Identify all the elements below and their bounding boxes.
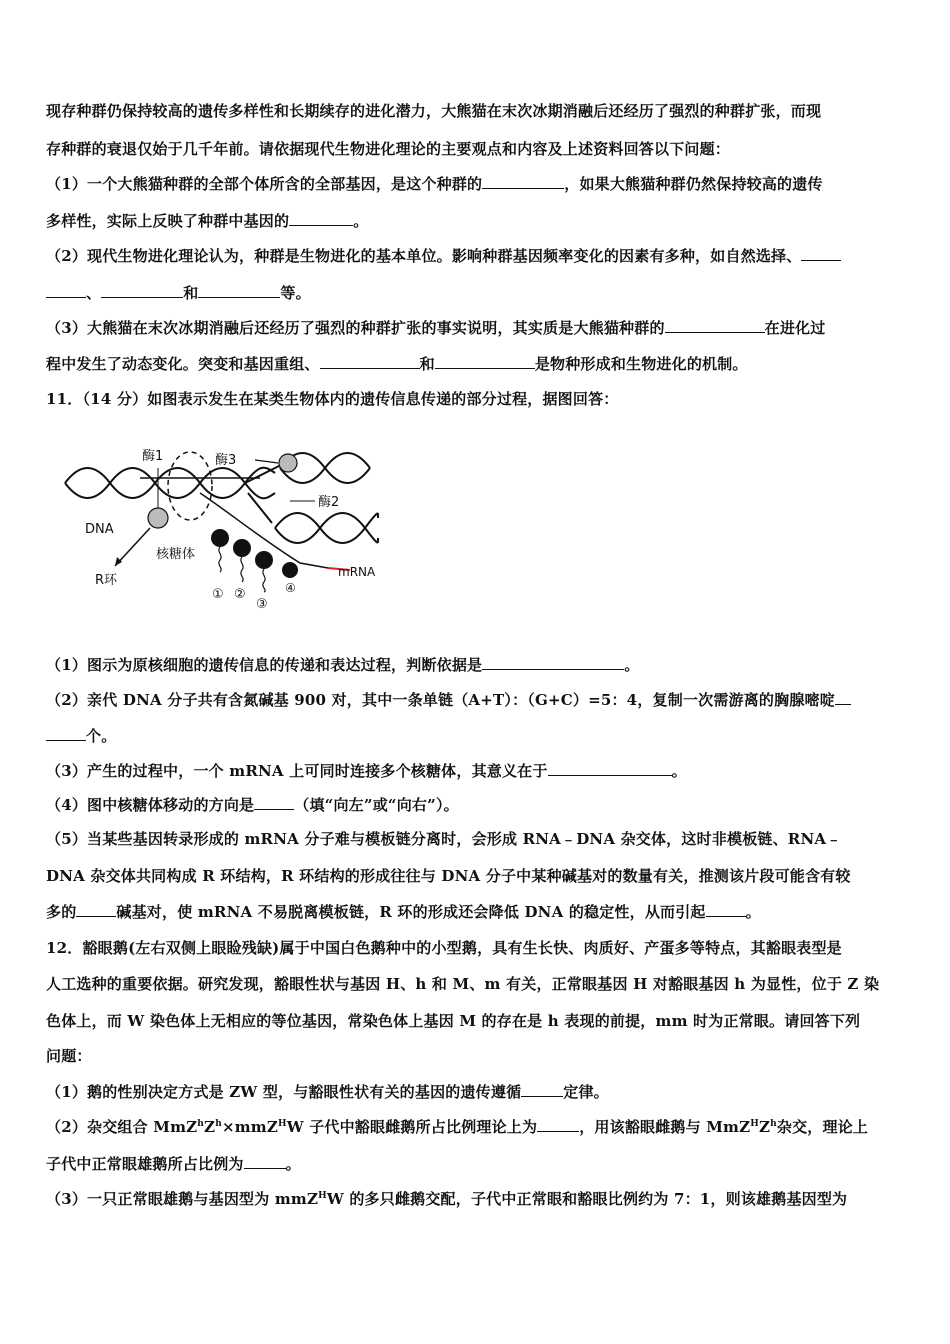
gene-expression-diagram [60,438,390,628]
enzyme-1-label: 酶1 [142,449,164,464]
text-line: DNA 杂交体共同构成 R 环结构，R 环结构的形成往往与 DNA 分子中某种碱基对的数量有关，推测该片段可能含有较 [46,867,851,885]
text-line: 人工选种的重要依据。研究发现，豁眼性状与基因 H、h 和 M、m 有关，正常眼基因 H 对豁眼基因 h 为显性，位于 Z 染 [46,975,880,993]
text-line: 子代中正常眼雄鹅所占比例为 。 [46,1155,301,1173]
question-11-2: （2）亲代 DNA 分子共有含氮碱基 900 对，其中一条单链（A+T）：（G+C）=5：4，复制一次需游离的胸腺嘧啶 [46,690,904,710]
ribosome-label: 核糖体 [156,547,196,562]
answer-blank[interactable] [101,283,183,298]
question-12-stem: 12．豁眼鹅(左右双侧上眼睑残缺)属于中国白色鹅种中的小型鹅，具有生长快、肉质好、产蛋多等特点，其豁眼表型是 [46,939,842,957]
question-12-3: （3）一只正常眼雄鹅与基因型为 mmZ$^H$W 的多只雌鹅交配，子代中正常眼和豁眼比例约为 7：1，则该雄鹅基因型为 [46,1190,848,1208]
chain-4-label: ④ [285,581,296,595]
text-line: 个。 [46,726,904,746]
mrna-label: mRNA [338,565,376,579]
text-line: 多的 碱基对，使 mRNA 不易脱离模板链，R 环的形成还会降低 DNA 的稳定性，从而引起 。 [46,903,761,921]
text-line: （1）一个大熊猫种群的全部个体所含的全部基因，是这个种群的 ，如果大熊猫种群仍然保持较高的遗传 [46,175,823,193]
answer-blank[interactable] [548,761,672,776]
answer-blank[interactable] [482,655,624,670]
question-11-1: （1）图示为原核细胞的遗传信息的传递和表达过程，判断依据是 。 [46,656,640,674]
enzyme-3-label: 酶3 [215,453,237,468]
dna-label: DNA [85,522,114,537]
text-line: 程中发生了动态变化。突变和基因重组、 和 是物种形成和生物进化的机制。 [46,355,748,373]
text-line: 存种群的衰退仅始于几千年前。请依据现代生物进化理论的主要观点和内容及上述资料回答以下问题： [46,140,731,158]
answer-blank[interactable] [706,902,746,917]
ribosome-icon [211,529,229,547]
answer-blank[interactable] [482,174,564,189]
text-line: 问题： [46,1047,92,1065]
answer-blank[interactable] [76,902,116,917]
answer-blank[interactable] [801,246,841,261]
question-11-4: （4）图中核糖体移动的方向是 （填“向左”或“向右”）。 [46,796,459,814]
answer-blank[interactable] [254,795,294,810]
answer-blank[interactable] [537,1117,579,1132]
answer-blank[interactable] [289,211,353,226]
transcription-bubble [168,452,212,520]
question-11-5: （5）当某些基因转录形成的 mRNA 分子难与模板链分离时，会形成 RNA﹣DNA 杂交体，这时非模板链、RNA﹣ [46,830,842,848]
enzyme-1-icon [148,508,168,528]
ribosome-icon [282,562,298,578]
text-line: （2）现代生物进化理论认为，种群是生物进化的基本单位。影响种群基因频率变化的因素有多种，如自然选择、 [46,246,904,266]
enzyme-3-icon [279,454,297,472]
question-12-2: （2）杂交组合 $MmZ^hZ^h\times mmZ^HW$ 子代中豁眼雌鹅所占比例理论上为 ，用该豁眼雌鹅与 $MmZ^HZ^h$杂交，理论上 [46,1118,869,1136]
answer-blank[interactable] [320,354,420,369]
r-loop-label: R环 [95,573,118,588]
chain-3-label: ③ [256,597,268,612]
answer-blank[interactable] [665,318,765,333]
text-line: 、 和 等。 [46,283,904,303]
chain-1-label: ① [212,587,224,602]
answer-blank[interactable] [435,354,535,369]
question-11-stem: 11．（14 分）如图表示发生在某类生物体内的遗传信息传递的部分过程，据图回答： [46,390,619,408]
answer-blank[interactable] [46,283,86,298]
answer-blank[interactable] [244,1154,286,1169]
answer-blank[interactable] [198,283,280,298]
ribosome-icon [255,551,273,569]
text-line: 现存种群仍保持较高的遗传多样性和长期续存的进化潜力，大熊猫在末次冰期消融后还经历了强烈的种群扩张，而现 [46,102,822,120]
dna-lower-right-helix [275,513,378,543]
text-line: 多样性，实际上反映了种群中基因的 。 [46,212,369,230]
ribosome-icon [233,539,251,557]
answer-blank[interactable] [521,1082,563,1097]
chain-2-label: ② [234,587,246,602]
text-line: （3）大熊猫在末次冰期消融后还经历了强烈的种群扩张的事实说明，其实质是大熊猫种群的 在进化过 [46,319,826,337]
answer-blank[interactable] [46,726,86,741]
question-12-1: （1）鹅的性别决定方式是 ZW 型，与豁眼性状有关的基因的遗传遵循 定律。 [46,1083,609,1101]
enzyme-2-label: 酶2 [318,495,340,510]
question-11-3: （3）产生的过程中，一个 mRNA 上可同时连接多个核糖体，其意义在于 。 [46,762,687,780]
answer-blank[interactable] [835,690,851,705]
text-line: 色体上，而 W 染色体上无相应的等位基因，常染色体上基因 M 的存在是 h 表现的前提，mm 时为正常眼。请回答下列 [46,1012,861,1030]
